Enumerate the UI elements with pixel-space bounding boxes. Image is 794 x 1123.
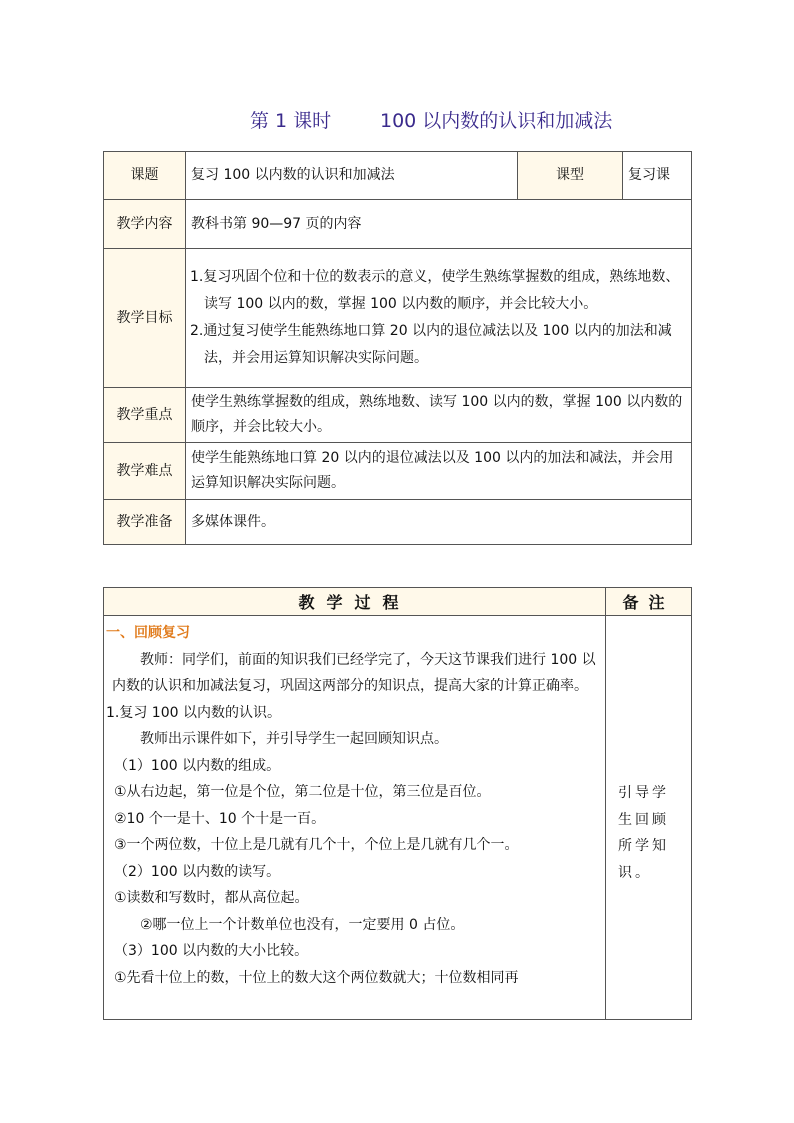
content-value: 教科书第 90—97 页的内容 [186,200,692,249]
subtopic-point: ②10 个一是十、10 个十是一百。 [114,810,326,827]
review-item-heading: 1.复习 100 以内数的认识。 [106,704,281,721]
review-item-description: 教师出示课件如下，并引导学生一起回顾知识点。 [140,731,448,747]
key-point-label: 教学重点 [104,388,186,443]
preparation-value: 多媒体课件。 [186,500,692,545]
goal-item: 1.复习巩固个位和十位的数表示的意义，使学生熟练掌握数的组成，熟练地数、读写 100 以内的数，掌握 100 以内数的顺序，并会比较大小。 [190,269,680,312]
subtopic-heading: （3）100 以内数的大小比较。 [114,943,309,959]
type-value: 复习课 [623,152,692,200]
lesson-topic: 100 以内数的认识和加减法 [380,110,613,132]
teaching-process-table [103,587,692,1020]
process-header: 教学过程 [104,588,606,616]
subtopic-heading: （2）100 以内数的读写。 [114,863,281,880]
subtopic-heading: （1）100 以内数的组成。 [114,757,281,774]
subject-value: 复习 100 以内数的认识和加减法 [186,152,518,200]
lesson-number: 第 1 课时 [250,110,332,132]
note-text: 引导学生回顾所学知识。 [618,785,669,881]
intro-paragraph: 教师：同学们，前面的知识我们已经学完了，今天这节课我们进行 100 以内数的认识和加减法复习，巩固这两部分的知识点，提高大家的计算正确率。 [112,651,596,694]
lesson-info-table [103,151,692,545]
process-content [104,616,606,1020]
section-heading: 一、回顾复习 [106,625,190,641]
subtopic-point: ②哪一位上一个计数单位也没有，一定要用 0 占位。 [140,916,465,933]
goal-item: 2.通过复习使学生能熟练地口算 20 以内的退位减法以及 100 以内的加法和减法，并会用运算知识解决实际问题。 [190,323,672,366]
note-header: 备注 [606,588,692,616]
key-point-value: 使学生熟练掌握数的组成，熟练地数、读写 100 以内的数，掌握 100 以内数的顺序，并会比较大小。 [186,388,692,443]
note-cell [606,616,692,1020]
difficulty-label: 教学难点 [104,443,186,500]
goal-label: 教学目标 [104,249,186,388]
content-label: 教学内容 [104,200,186,249]
subtopic-point: ③一个两位数，十位上是几就有几个十，个位上是几就有几个一。 [114,837,519,853]
difficulty-value: 使学生能熟练地口算 20 以内的退位减法以及 100 以内的加法和减法，并会用运算知识解决实际问题。 [186,443,692,500]
subject-label: 课题 [104,152,186,200]
goal-list [186,249,692,388]
type-label: 课型 [518,152,623,200]
subtopic-point: ①先看十位上的数，十位上的数大这个两位数就大；十位数相同再 [114,969,519,986]
subtopic-point: ①从右边起，第一位是个位，第二位是十位，第三位是百位。 [114,784,491,800]
subtopic-point: ①读数和写数时，都从高位起。 [114,890,309,906]
preparation-label: 教学准备 [104,500,186,545]
